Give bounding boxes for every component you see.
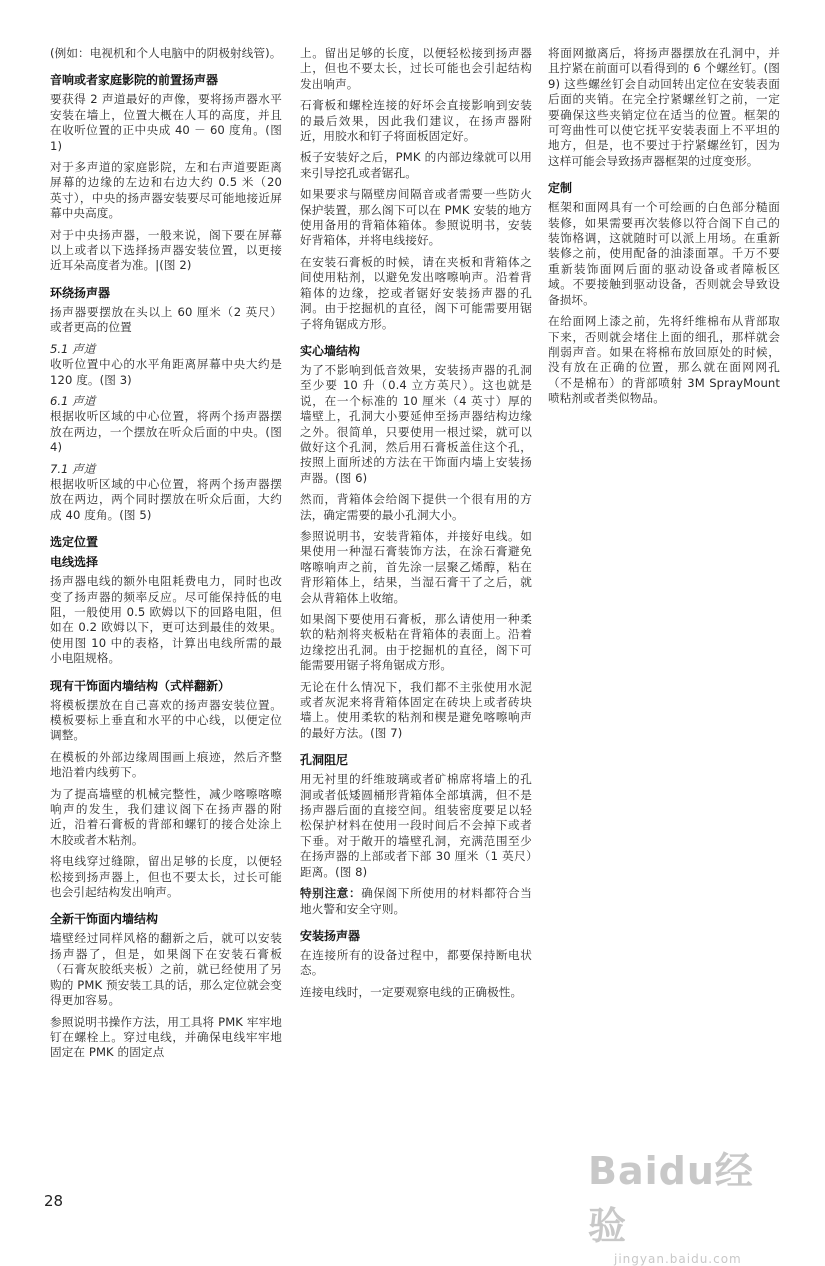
paragraph: 将面网撤离后，将扬声器摆放在孔洞中，并且拧紧在前面可以看得到的 6 个螺丝钉。(图 9) 这些螺丝钉会自动回转出定位在安装表面后面的夹销。在完全拧紧螺丝钉之前，一定要确保这些夹销定位在适当的位置。框架的可弯曲性可以使它抚平安装表面上不平坦的地方，但是，也不要过于拧紧螺丝钉，因为这样可能会导致扬声器框架的过度变形。 bbox=[548, 46, 780, 168]
paragraph: 要获得 2 声道最好的声像，要将扬声器水平安装在墙上，位置大概在人耳的高度，并且在收听位置的正中央成 40 － 60 度角。(图 1) bbox=[50, 92, 282, 153]
paragraph: (例如：电视机和个人电脑中的阴极射线管)。 bbox=[50, 46, 282, 60]
paragraph: 根据收听区域的中心位置，将两个扬声器摆放在两边，两个同时摆放在听众后面，大约成 40 度角。(图 5) bbox=[50, 476, 282, 522]
watermark-url: jingyan.baidu.com bbox=[614, 1252, 742, 1266]
paragraph: 根据收听区域的中心位置，将两个扬声器摆放在两边，一个摆放在听众后面的中央。(图 4) bbox=[50, 409, 282, 455]
section-heading-placement: 选定位置 bbox=[50, 535, 99, 550]
paragraph: 墙壁经过同样风格的翻新之后，就可以安装扬声器了，但是，如果阁下在安装石膏板（石膏灰胶纸夹板）之前，就已经使用了另购的 PMK 预安装工具的话，那么定位就会变得更加容易。 bbox=[50, 931, 282, 1008]
paragraph: 将模板摆放在自己喜欢的扬声器安装位置。模板要标上垂直和水平的中心线，以便定位调整。 bbox=[50, 697, 282, 743]
paragraph: 参照说明书，安装背箱体，并接好电线。如果使用一种湿石膏装饰方法，在涂石膏避免喀嚓响声之前，首先涂一层聚乙烯醇，粘在背形箱体上，结果，当湿石膏干了之后，就会从背箱体上收缩。 bbox=[300, 528, 532, 605]
column-middle bbox=[300, 46, 532, 1006]
section-heading-install-speakers: 安装扬声器 bbox=[300, 928, 361, 943]
paragraph: 在安装石膏板的时候，请在夹板和背箱体之间使用粘剂，以避免发出喀嚓响声。沿着背箱体的边缘，挖或者锯好安装扬声器的孔洞。由于挖掘机的直径，阁下可能需要用锯子将角锯成方形。 bbox=[300, 254, 532, 331]
paragraph: 在连接所有的设备过程中，都要保持断电状态。 bbox=[300, 947, 532, 978]
paragraph: 收听位置中心的水平角距离屏幕中央大约是 120 度。(图 3) bbox=[50, 357, 282, 387]
subheading-5-1: 5.1 声道 bbox=[50, 341, 96, 356]
special-note bbox=[300, 886, 532, 917]
paragraph: 扬声器电线的额外电阻耗费电力，同时也改变了扬声器的频率反应。尽可能保持低的电阻，一般使用 0.5 欧姆以下的回路电阻，但如在 0.2 欧姆以下，更可达到最佳的效果。使用图 10 中的表格，计算出电线所需的最小电阻规格。 bbox=[50, 574, 282, 666]
section-heading-front-speakers: 音响或者家庭影院的前置扬声器 bbox=[50, 73, 219, 88]
section-heading-surround-speakers: 环绕扬声器 bbox=[50, 285, 111, 300]
paragraph: 用无衬里的纤维玻璃或者矿棉席将墙上的孔洞或者低矮圆桶形背箱体全部填满，但不是扬声器后面的直接空间。组装密度要足以轻松保护材料在使用一段时间后不会掉下或者下垂。对于敞开的墙壁孔洞，充满范围至少在扬声器的上部或者下部 30 厘米（1 英尺）距离。(图 8) bbox=[300, 772, 532, 879]
section-heading-cavity-damping: 孔洞阻尼 bbox=[300, 753, 349, 768]
column-left bbox=[50, 46, 282, 1067]
paragraph: 在模板的外部边缘周围画上痕迹，然后齐整地沿着内线剪下。 bbox=[50, 749, 282, 780]
section-heading-customize: 定制 bbox=[548, 181, 573, 196]
note-text: 确保阁下所使用的材料都符合当地火警和安全守则。 bbox=[300, 886, 532, 916]
paragraph: 上。留出足够的长度，以便轻松接到扬声器上，但也不要太长，过长可能也会引起结构发出响声。 bbox=[300, 46, 532, 91]
paragraph: 为了提高墙壁的机械完整性，减少喀嚓喀嚓响声的发生，我们建议阁下在扬声器的附近，沿着石膏板的背部和螺钉的接合处涂上木胶或者木粘剂。 bbox=[50, 786, 282, 847]
subheading-6-1: 6.1 声道 bbox=[50, 393, 96, 408]
paragraph: 无论在什么情况下，我们都不主张使用水泥或者灰泥来将背箱体固定在砖块上或者砖块墙上。使用柔软的粘剂和楔是避免喀嚓响声的最好方法。(图 7) bbox=[300, 679, 532, 740]
note-label: 特别注意： bbox=[300, 886, 362, 901]
paragraph: 框架和面网具有一个可绘画的白色部分糙面装修，如果需要再次装修以符合阁下自己的装饰格调，这就随时可以派上用场。在重新装修之前，使用配备的油漆面罩。千万不要重新装饰面网后面的驱动设备或者障板区域。不要接触到驱动设备，否则就会导致设备损坏。 bbox=[548, 200, 780, 307]
section-heading-wire-selection: 电线选择 bbox=[50, 555, 99, 570]
paragraph: 参照说明书操作方法，用工具将 PMK 牢牢地钉在螺栓上。穿过电线，并确保电线牢牢地固定在 PMK 的固定点 bbox=[50, 1014, 282, 1060]
paragraph: 对于多声道的家庭影院，左和右声道要距离屏幕的边缘的左边和右边大约 0.5 米（20 英寸），中央的扬声器安装要尽可能地接近屏幕中央高度。 bbox=[50, 160, 282, 221]
paragraph: 连接电线时，一定要观察电线的正确极性。 bbox=[300, 984, 523, 999]
section-heading-new-drywall: 全新干饰面内墙结构 bbox=[50, 912, 159, 927]
subheading-7-1: 7.1 声道 bbox=[50, 461, 96, 476]
paragraph: 在给面网上漆之前，先将纤维棉布从背部取下来，否则就会堵住上面的细孔，那样就会削弱声音。如果在将棉布放回原处的时候，没有放在正确的位置，那么就在面网网孔（不是棉布）的背部喷射 3M SprayMount 喷粘剂或者类似物品。 bbox=[548, 314, 780, 406]
section-heading-solid-wall: 实心墙结构 bbox=[300, 343, 361, 358]
watermark-logo: Baidu经验 bbox=[588, 1149, 754, 1248]
baidu-watermark bbox=[588, 1140, 788, 1266]
paragraph: 如果阁下要使用石膏板，那么请使用一种柔软的粘剂将夹板粘在背箱体的表面上。沿着边缘挖出孔洞。由于挖掘机的直径，阁下可能需要用锯子将角锯成方形。 bbox=[300, 612, 532, 673]
paragraph: 石膏板和螺栓连接的好坏会直接影响到安装的最后效果，因此我们建议，在扬声器附近，用胶水和钉子将面板固定好。 bbox=[300, 98, 532, 144]
paragraph: 为了不影响到低音效果，安装扬声器的孔洞至少要 10 升（0.4 立方英尺）。这也就是说，在一个标准的 10 厘米（4 英寸）厚的墙壁上，孔洞大小要延伸至扬声器结构边缘之外。很简单，只要使用一根过梁，就可以做好这个孔洞，然后用石膏板盖住这个孔，按照上面所述的方法在干饰面内墙上安装扬声器。(图 6) bbox=[300, 362, 532, 485]
paragraph: 板子安装好之后，PMK 的内部边缘就可以用来引导挖孔或者锯孔。 bbox=[300, 150, 532, 180]
paragraph: 将电线穿过缝隙，留出足够的长度，以便轻松接到扬声器上，但也不要太长，过长可能也会引起结构发出响声。 bbox=[50, 854, 282, 900]
paragraph: 如果要求与隔壁房间隔音或者需要一些防火保护装置，那么阁下可以在 PMK 安装的地方使用备用的背箱体箱体。参照说明书，安装好背箱体，并将电线接好。 bbox=[300, 187, 532, 248]
paragraph: 然而，背箱体会给阁下提供一个很有用的方法，确定需要的最小孔洞大小。 bbox=[300, 492, 532, 522]
paragraph: 扬声器要摆放在头以上 60 厘米（2 英尺）或者更高的位置 bbox=[50, 304, 282, 335]
column-right bbox=[548, 46, 780, 413]
section-heading-existing-drywall: 现有干饰面内墙结构（式样翻新） bbox=[50, 678, 231, 693]
paragraph: 对于中央扬声器，一般来说，阁下要在屏幕以上或者以下选择扬声器安装位置，以更接近耳朵高度者为准。|(图 2) bbox=[50, 227, 282, 273]
page-number: 28 bbox=[44, 1192, 64, 1210]
